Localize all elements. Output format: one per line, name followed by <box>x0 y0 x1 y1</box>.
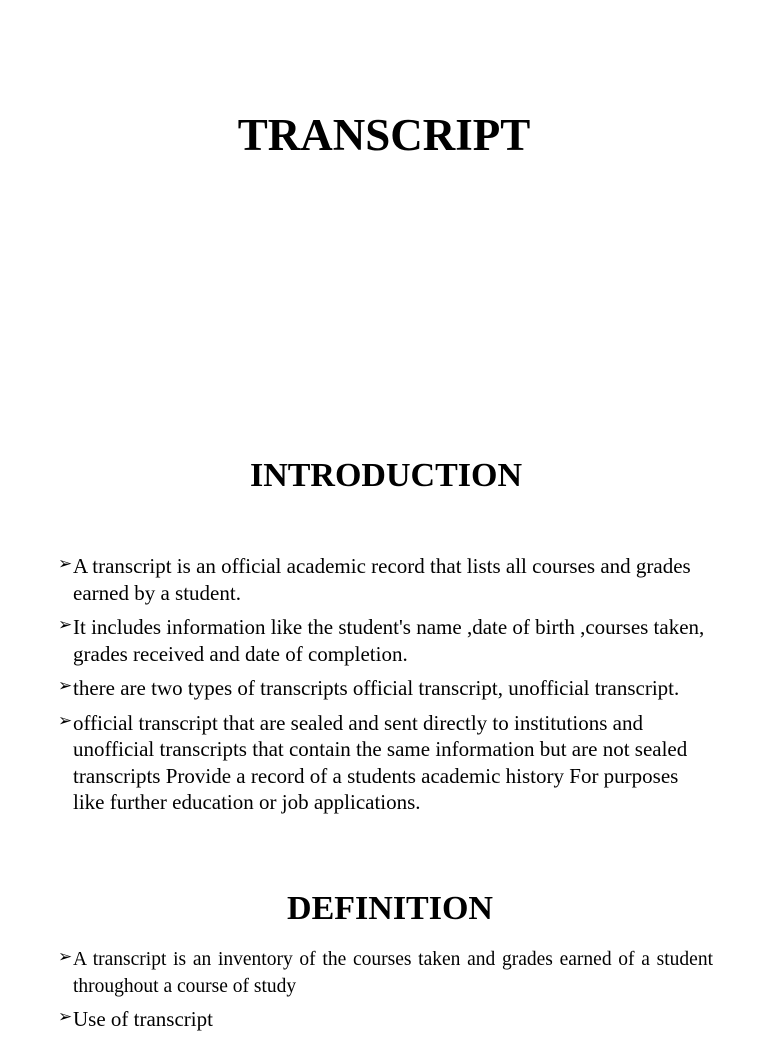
bullet-text: A transcript is an inventory of the courses taken and grades earned of a student throughout a course of study <box>73 949 713 997</box>
list-item <box>58 553 713 606</box>
arrowhead-bullet-icon: ➢ <box>58 1007 73 1027</box>
list-item <box>58 710 713 816</box>
list-item <box>58 1006 713 1033</box>
introduction-bullet-list <box>58 553 713 824</box>
page-title: TRANSCRIPT <box>237 110 531 160</box>
arrowhead-bullet-icon: ➢ <box>58 554 73 574</box>
arrowhead-bullet-icon: ➢ <box>58 710 73 731</box>
arrowhead-bullet-icon: ➢ <box>58 947 73 967</box>
bullet-text: there are two types of transcripts official transcript, unofficial transcript. <box>73 676 680 700</box>
bullet-text: official transcript that are sealed and sent directly to institutions and unofficial transcripts that contain the same information but are not sealed transcripts Provide a record of a students academic history For purposes like further education or job applications. <box>73 710 688 814</box>
bullet-text: It includes information like the student's name ,date of birth ,courses taken, grades received and date of completion. <box>73 615 705 666</box>
arrowhead-bullet-icon: ➢ <box>58 615 73 635</box>
bullet-text: Use of transcript <box>73 1007 213 1031</box>
arrowhead-bullet-icon: ➢ <box>58 676 73 696</box>
introduction-heading: INTRODUCTION <box>249 457 523 494</box>
definition-bullet-list <box>58 946 713 1039</box>
list-item <box>58 614 713 667</box>
bullet-text: A transcript is an official academic record that lists all courses and grades earned by a student. <box>73 554 691 605</box>
list-item <box>58 946 713 1000</box>
list-item <box>58 675 713 702</box>
definition-heading: DEFINITION <box>287 890 493 927</box>
